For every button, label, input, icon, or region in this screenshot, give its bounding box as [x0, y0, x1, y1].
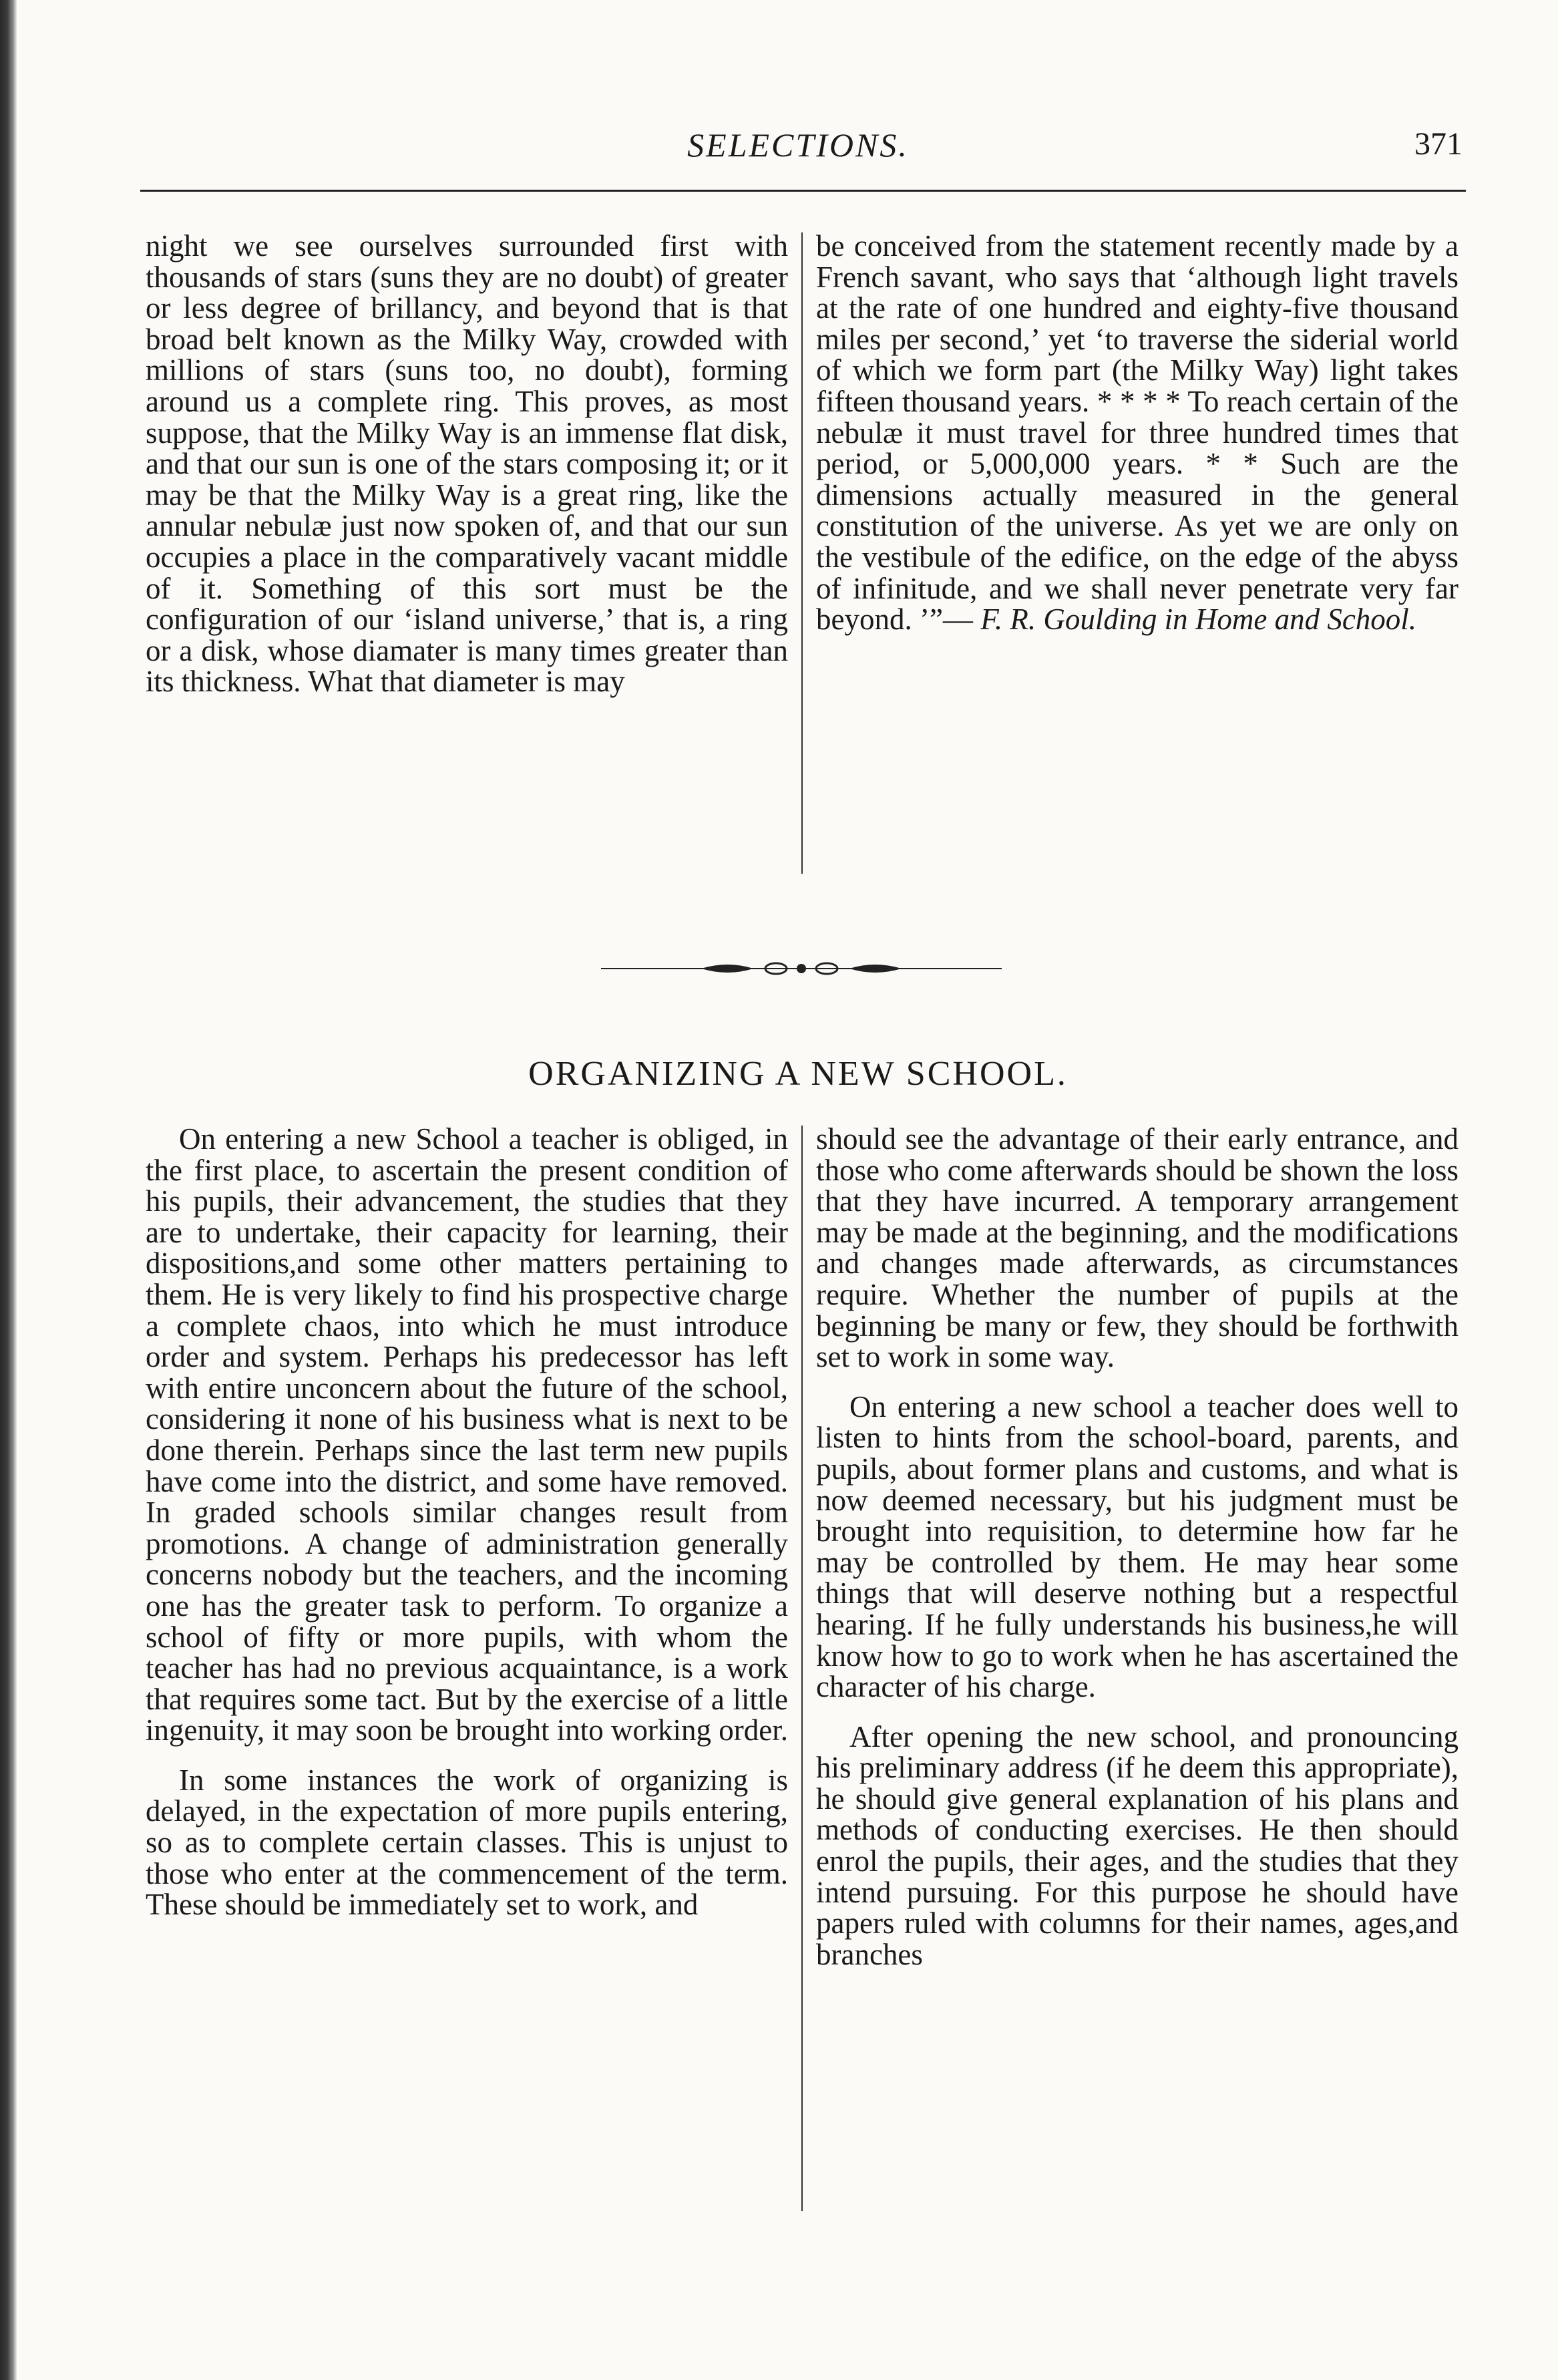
article1-right-body: be conceived from the statement recently made by a French savant, who says that ‘although light travels at the rate of one hundred and eighty-five thousand miles per second,’ yet ‘to traverse the siderial world of which we form part (the Milky Way) light takes fifteen thousand years. * * * * To reach certain of the nebulæ it must travel for three hundred times that period, or 5,000,000 years. * * Such are the dimensions actually measured in the general constitution of the universe. As yet we are only on the vestibule of the edifice, on the edge of the abyss of infinitude, and we shall never penetrate very far beyond. ’”—	[816, 229, 1458, 637]
article2-left-paragraph-2: In some instances the work of organizing is delayed, in the expectation of more pupils entering, so as to complete certain classes. This is unjust to those who enter at the commencement of the term. These should be immediately set to work, and	[146, 1763, 788, 1922]
article1-right-column	[816, 230, 1458, 635]
article2-right-paragraph-2: On entering a new school a teacher does well to listen to hints from the school-board, parents, and pupils, about former plans and customs, and what is now deemed necessary, but his judgment must be brought into requisition, to determine how far he may be controlled by them. He may hear some things that will deserve nothing but a respectful hearing. If he fully understands his business,he will know how to go to work when he has ascertained the character of his charge.	[816, 1389, 1458, 1704]
article1-right-text	[816, 230, 1458, 635]
header-rule	[140, 190, 1466, 192]
article1-signature: F. R. Goulding in Home and School.	[980, 603, 1417, 637]
running-title: SELECTIONS.	[687, 126, 909, 164]
article2-left-column	[146, 1124, 788, 1920]
article2-left-paragraph-1: On entering a new School a teacher is obliged, in the first place, to ascertain the present condition of his pupils, their advancement, the studies that they are to undertake, their capacity for learning, their dispositions,and some other matters pertaining to them. He is very likely to find his prospective charge a complete chaos, into which he must introduce order and system. Perhaps his predecessor has left with entire unconcern about the future of the school, considering it none of his business what is next to be done therein. Perhaps since the last term new pupils have come into the district, and some have removed. In graded schools similar changes result from promotions. A change of administration generally concerns nobody but the teachers, and the incoming one has the greater task to perform. To organize a school of fifty or more pupils, with whom the teacher has had no previous acquaintance, is a work that requires some tact. But by the exercise of a little ingenuity, it may soon be brought into working order.	[146, 1122, 788, 1747]
scan-edge-shadow	[0, 0, 17, 2380]
article2-right-column	[816, 1124, 1458, 1970]
page-header	[134, 119, 1463, 172]
column-divider-top	[801, 232, 803, 874]
section-title: ORGANIZING A NEW SCHOOL.	[528, 1055, 1068, 1093]
section-divider-ornament	[601, 955, 1002, 982]
article2-right-paragraph-3: After opening the new school, and pronouncing his preliminary address (if he deem this appropriate), he should give general explanation of his plans and methods of conducting exercises. He then should enrol the pupils, their ages, and the studies that they intend pursuing. For this purpose he should have papers ruled with columns for their names, ages,and branches	[816, 1719, 1458, 1971]
page-number: 371	[1414, 126, 1463, 162]
article1-left-column	[146, 230, 788, 697]
article2-right-paragraph-1: should see the advantage of their early entrance, and those who come afterwards should be shown the loss that they have incurred. A temporary arrangement may be made at the beginning, and the modifications and changes made afterwards, as circumstances require. Whether the number of pupils at the beginning be many or few, they should be forthwith set to work in some way.	[816, 1122, 1458, 1374]
column-divider-bottom	[801, 1126, 803, 2211]
article1-left-text: night we see ourselves surrounded first with thousands of stars (suns they are no doubt) of greater or less degree of brillancy, and beyond that is that broad belt known as the Milky Way, crowded with millions of stars (suns too, no doubt), forming around us a complete ring. This proves, as most suppose, that the Milky Way is an immense flat disk, and that our sun is one of the stars composing it; or it may be that the Milky Way is a great ring, like the annular nebulæ just now spoken of, and that our sun occupies a place in the comparatively vacant middle of it. Something of this sort must be the configuration of our ‘island universe,’ that is, a ring or a disk, whose diamater is many times greater than its thickness. What that diameter is may	[146, 229, 788, 699]
